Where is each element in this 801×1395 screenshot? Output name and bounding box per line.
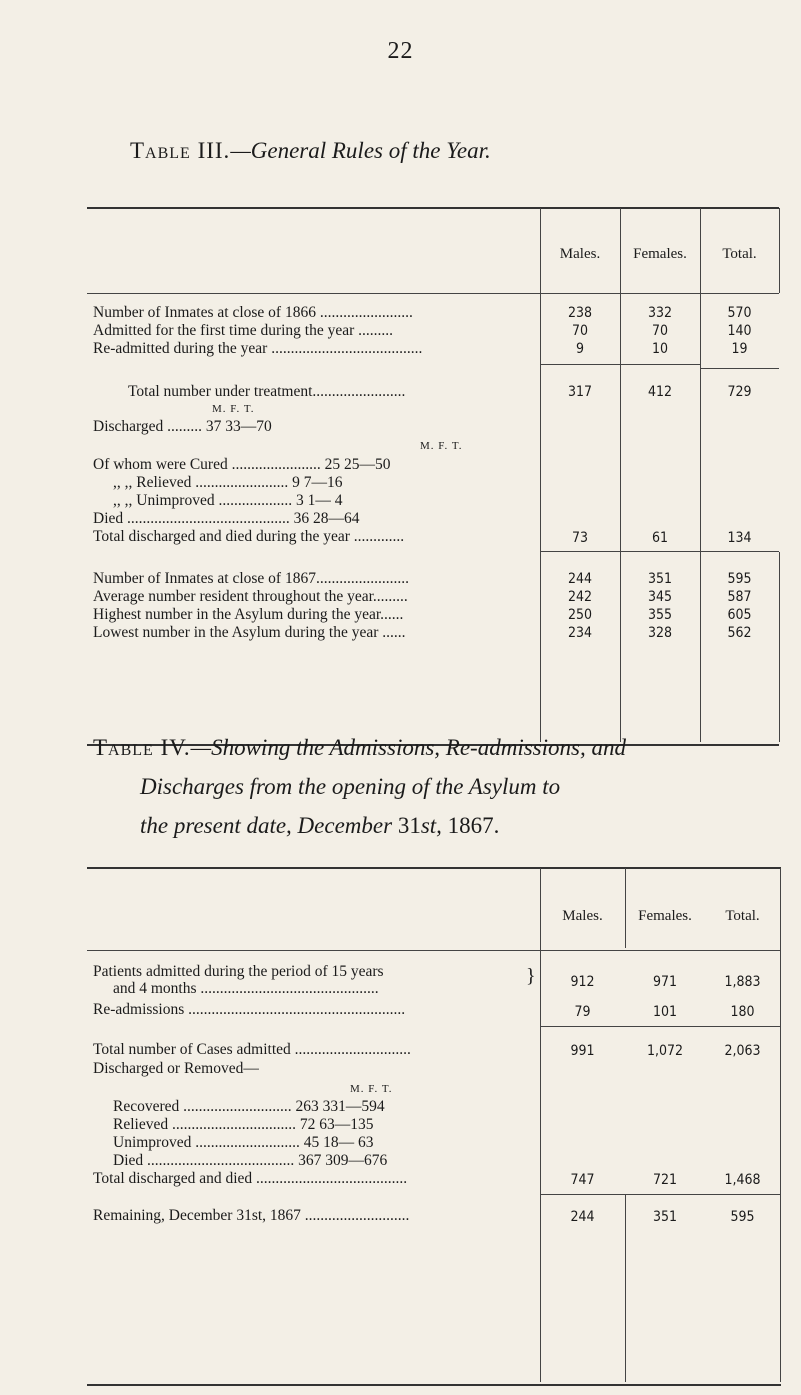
table3-cell: 345 <box>647 589 673 605</box>
table3-row-label: Number of Inmates at close of 1866 ........................ <box>93 304 413 321</box>
table3-cell: 587 <box>727 589 752 605</box>
brace-icon: } <box>526 965 536 987</box>
table4-readmissions-label: Re-admissions ........................................................ <box>93 1001 406 1018</box>
table4-subheads: M. F. T. <box>350 1083 393 1095</box>
table4-cell: 351 <box>652 1209 678 1225</box>
table3-cell: 244 <box>567 571 593 587</box>
table4-cell: 1,072 <box>646 1043 684 1059</box>
table4-admitted-line2: and 4 months .............................................. <box>113 980 379 997</box>
table4-title-line3-c: st, <box>420 813 442 838</box>
table4-cell: 912 <box>570 974 595 990</box>
table4-cell: 1,468 <box>724 1172 761 1188</box>
table3-cell: 61 <box>651 530 669 546</box>
table3-header-females: Females. <box>633 246 687 262</box>
table3-cell: 729 <box>727 384 752 400</box>
table4-cell: 244 <box>570 1209 595 1225</box>
table3-relieved: ,, ,, Relieved ........................ 9 7—16 <box>113 474 343 491</box>
table3-row-label: Re-admitted during the year ....................................... <box>93 340 423 357</box>
table3-title-italic: —General Rules of the Year. <box>230 138 491 163</box>
table3-cell: 317 <box>567 384 593 400</box>
table3-cell: 412 <box>647 384 673 400</box>
table4-title-line3-a: the present date, December <box>140 813 393 838</box>
table4-relieved: Relieved ................................ 72 63—135 <box>113 1116 374 1133</box>
table3-cell: 605 <box>727 607 752 623</box>
table4-recovered: Recovered ............................ 263 331—594 <box>113 1098 385 1115</box>
table4-title-line3 <box>93 806 793 845</box>
page-number: 22 <box>387 38 414 64</box>
table4-discharged-removed: Discharged or Removed— <box>93 1060 259 1077</box>
table4-title-line2: Discharges from the opening of the Asylum to <box>140 774 561 799</box>
table3-title-prefix: Table III. <box>130 138 231 163</box>
table3-total-discharged-label: Total discharged and died during the year ............. <box>93 528 405 545</box>
table3-row-label: Admitted for the first time during the year ......... <box>93 322 394 339</box>
table4-cell: 180 <box>730 1004 755 1020</box>
table4-title-line3-b: 31 <box>392 813 421 838</box>
table3-cell: 250 <box>567 607 593 623</box>
table4-total-discharged-label: Total discharged and died ....................................... <box>93 1170 408 1187</box>
table3-row-label: Average number resident throughout the year......... <box>93 588 408 605</box>
table4-cell: 971 <box>652 974 678 990</box>
table4-title-line3-d: 1867. <box>441 813 500 838</box>
table4-admitted-line1: Patients admitted during the period of 15 years <box>93 963 384 980</box>
table3-discharged-subheads: M. F. T. <box>212 403 255 415</box>
table3-cell: 9 <box>575 341 584 357</box>
table3-cell: 595 <box>727 571 752 587</box>
table4-cell: 595 <box>730 1209 755 1225</box>
table3-unimproved: ,, ,, Unimproved ................... 3 1— 4 <box>113 492 343 509</box>
table4-title <box>93 728 793 845</box>
table3-cell: 351 <box>647 571 673 587</box>
table3-discharged: Discharged ......... 37 33—70 <box>93 418 272 435</box>
table3-row-label: Highest number in the Asylum during the year...... <box>93 606 404 623</box>
table4-unimproved: Unimproved ........................... 45 18— 63 <box>113 1134 374 1151</box>
table3-cell: 328 <box>647 625 673 641</box>
table3-cured-subheads: M. F. T. <box>420 440 463 452</box>
table3-cell: 134 <box>727 530 752 546</box>
table4-header-males: Males. <box>562 908 603 924</box>
table3-header-total: Total. <box>722 246 757 262</box>
table3-cell: 332 <box>647 305 673 321</box>
table4-cell: 101 <box>652 1004 678 1020</box>
table3-cell: 70 <box>651 323 669 339</box>
table3-total-treatment-label: Total number under treatment........................ <box>128 383 406 400</box>
table4-total-cases-label: Total number of Cases admitted .............................. <box>93 1041 411 1058</box>
table4-remaining-label: Remaining, December 31st, 1867 ........................... <box>93 1207 410 1224</box>
table3-title <box>130 138 491 164</box>
table3-cell: 570 <box>727 305 752 321</box>
table4-died: Died ...................................... 367 309—676 <box>113 1152 388 1169</box>
table3-row-label: Number of Inmates at close of 1867........................ <box>93 570 409 587</box>
table3-cured: Of whom were Cured ....................... 25 25—50 <box>93 456 391 473</box>
table3-cell: 70 <box>571 323 589 339</box>
table3-cell: 73 <box>571 530 589 546</box>
table3-cell: 19 <box>731 341 748 357</box>
table4-header-total: Total. <box>725 908 760 924</box>
table3-row-label: Lowest number in the Asylum during the year ...... <box>93 624 406 641</box>
table4-header-females: Females. <box>638 908 692 924</box>
table3-cell: 242 <box>567 589 593 605</box>
table3-cell: 355 <box>647 607 673 623</box>
table3-cell: 10 <box>651 341 669 357</box>
table4-cell: 991 <box>570 1043 595 1059</box>
table3-died: Died .......................................... 36 28—64 <box>93 510 360 527</box>
table3-cell: 234 <box>567 625 593 641</box>
table3-cell: 238 <box>567 305 593 321</box>
table4-title-line1: —Showing the Admissions, Re-admissions, and <box>190 735 626 760</box>
table3-header-males: Males. <box>559 246 601 262</box>
table4-cell: 79 <box>574 1004 591 1020</box>
table4-cell: 721 <box>652 1172 678 1188</box>
table3-cell: 140 <box>727 323 752 339</box>
table3-cell: 562 <box>727 625 752 641</box>
table4-cell: 1,883 <box>724 974 761 990</box>
table4-cell: 747 <box>570 1172 595 1188</box>
table4-cell: 2,063 <box>724 1043 761 1059</box>
table4-title-prefix: Table IV. <box>93 735 191 760</box>
